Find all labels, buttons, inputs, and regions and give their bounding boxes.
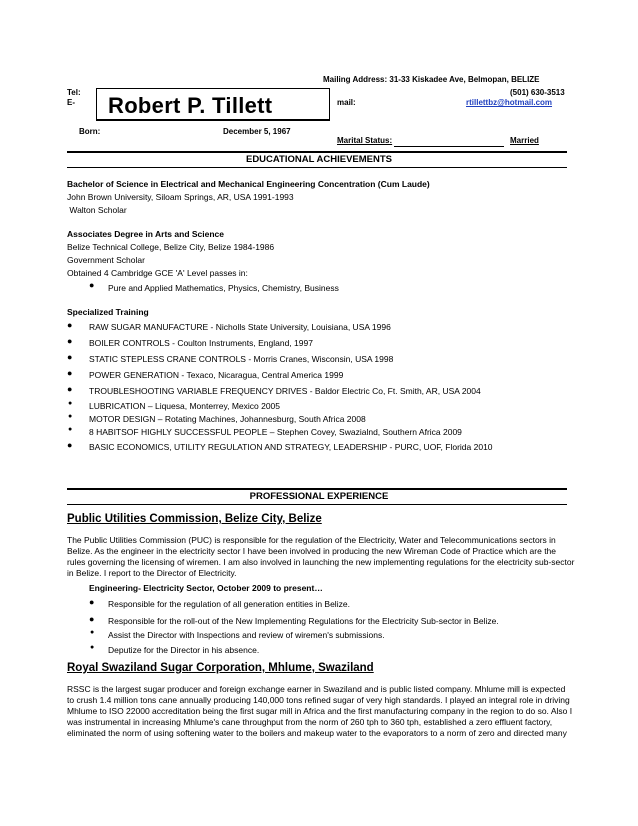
divider-experience [67,504,567,505]
tel-label: Tel: [67,88,81,97]
rssc-paragraph-line: eliminated the norm of using softening water to the boilers and makeup water to the evaporators to a norm of zero and directed many [67,728,567,738]
phone-number: (501) 630-3513 [510,88,565,97]
divider-top [67,151,567,153]
bullet: ● [68,413,73,420]
associates-subjects: Pure and Applied Mathematics, Physics, Chemistry, Business [108,283,339,293]
rssc-title: Royal Swaziland Sugar Corporation, Mhlume, Swaziland [67,662,374,674]
associates-passes: Obtained 4 Cambridge GCE 'A' Level passes in: [67,268,248,278]
associates-school: Belize Technical College, Belize City, Belize 1984-1986 [67,242,275,252]
training-item: MOTOR DESIGN – Rotating Machines, Johannesburg, South Africa 2008 [89,414,366,424]
bachelor-title: Bachelor of Science in Electrical and Mechanical Engineering Concentration (Cum Laude) [67,179,430,189]
divider-experience-top [67,488,567,490]
duty-item: Deputize for the Director in his absence. [108,645,260,655]
training-item: 8 HABITSOF HIGHLY SUCCESSFUL PEOPLE – Stephen Covey, Swazialnd, Southern Africa 2009 [89,427,462,437]
duty-item: Responsible for the regulation of all generation entities in Belize. [108,599,350,609]
puc-paragraph-line: Belize. As the engineer in the electricity sector I have been involved in producing the new Wireman Code of Practice which are the [67,546,557,556]
bullet: ● [67,384,73,394]
training-item: RAW SUGAR MANUFACTURE - Nicholls State University, Louisiana, USA 1996 [89,322,391,332]
bullet: ● [89,597,95,607]
puc-role: Engineering- Electricity Sector, October 2009 to present… [89,583,323,593]
email-label-prefix: E- [67,98,75,107]
rssc-paragraph-line: to crush 1.4 million tons cane annually producing 140,000 tons refined sugar of very high standards. I played an integral role in driving [67,695,570,705]
bullet: ● [67,352,73,362]
rssc-paragraph-line: Mhlume to ISO 22000 accreditation being the first sugar mill in Africa and the first manufacturing company in the region to do so. Also I [67,706,573,716]
training-item: STATIC STEPLESS CRANE CONTROLS - Morris Cranes, Wisconsin, USA 1998 [89,354,394,364]
puc-paragraph-line: rules governing the licensing of wiremen. I am also involved in launching the new implementing regulations for the electricity sub-sector [67,557,575,567]
bullet: ● [90,629,95,636]
bachelor-school: John Brown University, Siloam Springs, AR, USA 1991-1993 [67,192,294,202]
born-date: December 5, 1967 [223,127,291,136]
training-item: TROUBLESHOOTING VARIABLE FREQUENCY DRIVES - Baldor Electric Co, Ft. Smith, AR, USA 2004 [89,386,481,396]
bullet: ● [67,440,73,450]
rssc-paragraph-line: RSSC is the largest sugar producer and foreign exchange earner in Swaziland and is public listed company. Mhlume mill is expected [67,684,566,694]
marital-underline [394,146,504,147]
training-item: BOILER CONTROLS - Coulton Instruments, England, 1997 [89,338,313,348]
puc-paragraph-line: in Belize. I report to the Director of Electricity. [67,568,237,578]
duty-item: Assist the Director with Inspections and review of wiremen's submissions. [108,630,385,640]
specialized-title: Specialized Training [67,307,149,317]
bullet: ● [68,426,73,433]
marital-status-value: Married [510,136,539,145]
mailing-address: Mailing Address: 31-33 Kiskadee Ave, Belmopan, BELIZE [323,75,540,84]
associates-title: Associates Degree in Arts and Science [67,229,225,239]
experience-heading: PROFESSIONAL EXPERIENCE [249,491,389,502]
born-label: Born: [79,127,101,136]
bullet: ● [89,280,95,290]
bullet: ● [67,336,73,346]
associates-note: Government Scholar [67,255,145,265]
duty-item: Responsible for the roll-out of the New Implementing Regulations for the Electricity Sub-sector in Belize. [108,616,499,626]
bachelor-note: Walton Scholar [67,205,127,215]
marital-status-label: Marital Status: [337,136,393,145]
training-item: POWER GENERATION - Texaco, Nicaragua, Central America 1999 [89,370,344,380]
bullet: ● [67,368,73,378]
puc-paragraph-line: The Public Utilities Commission (PUC) is responsible for the regulation of the Electricity, Water and Telecommunications sectors in [67,535,556,545]
bullet: ● [68,400,73,407]
email-label-suffix: mail: [337,98,356,107]
divider-education [67,167,567,168]
rssc-paragraph-line: was instrumental in increasing Mhlume's cane throughput from the norm of 260 tph to 360 tph, established a zero effluent factory, [67,717,553,727]
email-link[interactable]: rtillettbz@hotmail.com [466,98,553,107]
candidate-name: Robert P. Tillett [108,93,273,118]
training-item: BASIC ECONOMICS, UTILITY REGULATION AND STRATEGY, LEADERSHIP - PURC, UOF, Florida 2010 [89,442,493,452]
puc-title: Public Utilities Commission, Belize City, Belize [67,513,322,525]
bullet: ● [90,644,95,651]
bullet: ● [89,614,95,624]
education-heading: EDUCATIONAL ACHIEVEMENTS [245,154,393,165]
bullet: ● [67,320,73,330]
training-item: LUBRICATION – Liquesa, Monterrey, Mexico 2005 [89,401,281,411]
